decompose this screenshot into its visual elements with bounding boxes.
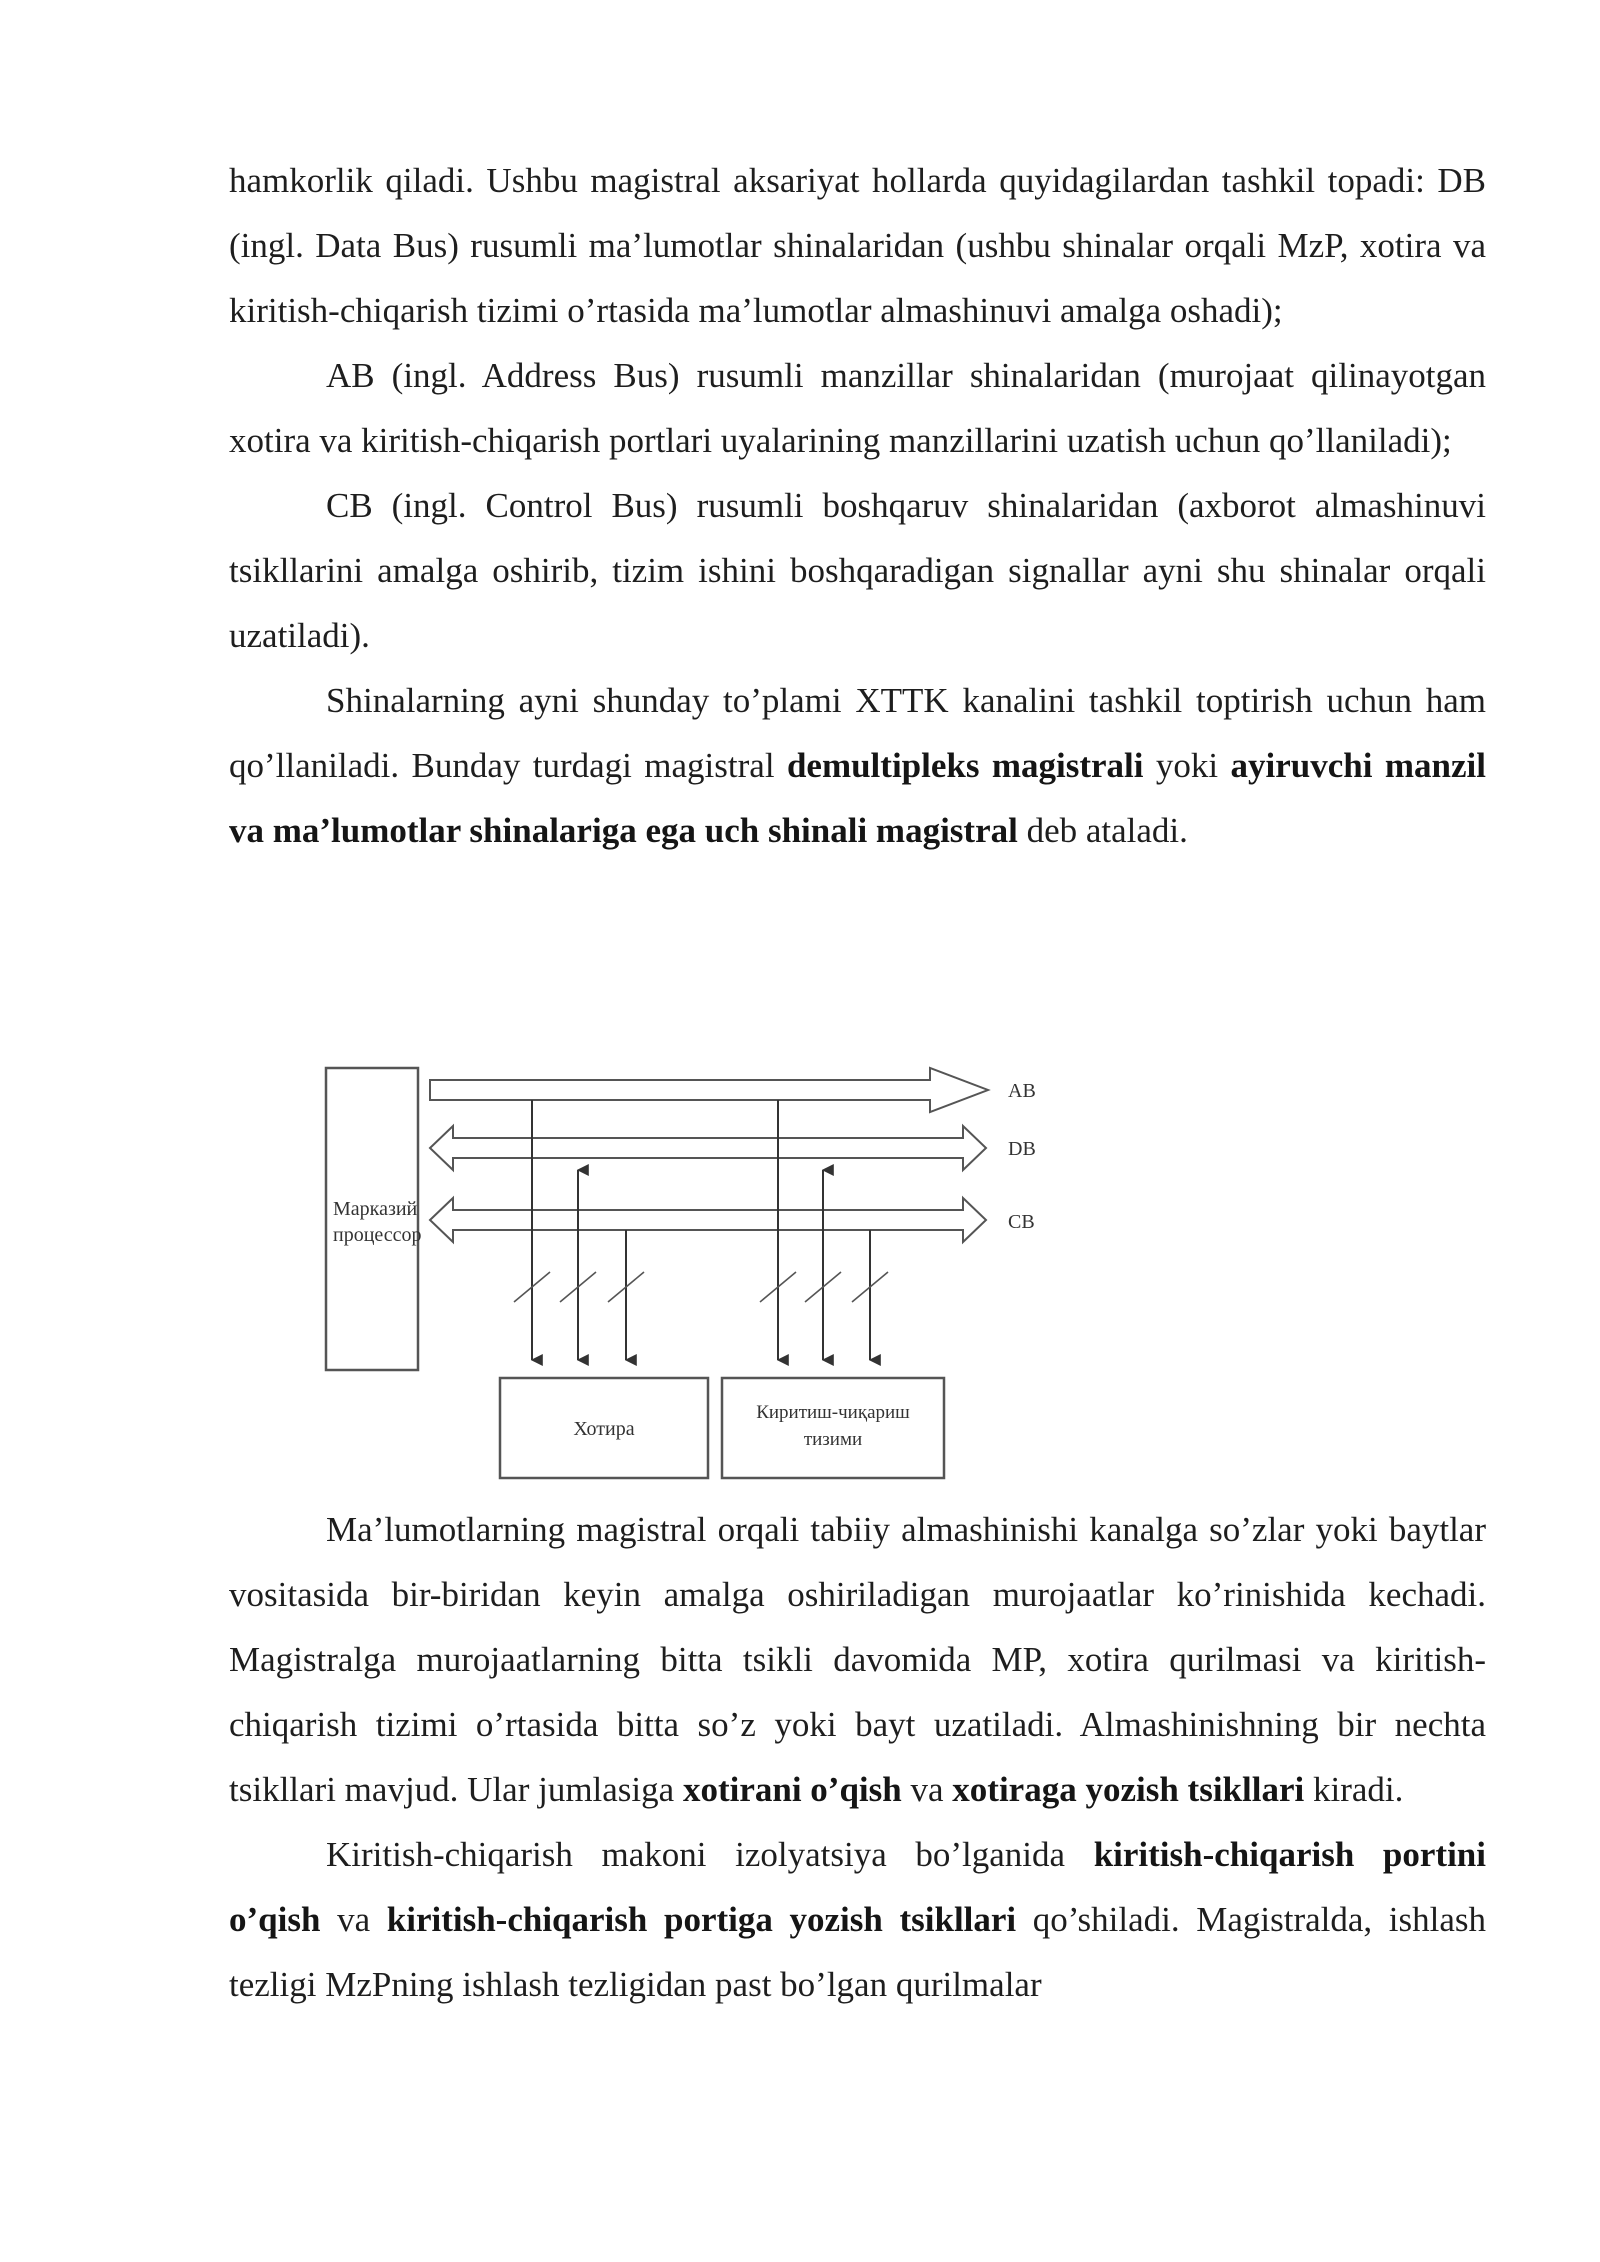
paragraph <box>229 668 1486 863</box>
text-segment: kiradi. <box>1304 1770 1404 1809</box>
cpu-label-line1: Марказий <box>333 1198 418 1220</box>
text-body-bottom <box>229 1497 1486 2017</box>
ab-bus-label: AB <box>1008 1080 1036 1102</box>
text-segment: qo’shiladi. Magistralda, ishlash tezligi MzPning ishlash tezligidan past bo’lgan qurilmalar <box>229 1900 1487 2004</box>
paragraph <box>229 343 1486 473</box>
db-bus-label: DB <box>1008 1138 1036 1160</box>
text-segment: Kiritish-chiqarish makoni izolyatsiya bo’lganida <box>326 1835 1094 1874</box>
paragraph <box>229 473 1486 668</box>
text-body-top <box>229 148 1486 863</box>
bold-text-segment: kiritish-chiqarish portini o’qish <box>229 1835 1486 1939</box>
paragraph <box>229 148 1486 343</box>
text-segment: yoki <box>1143 746 1231 785</box>
ab-bus-arrow <box>430 1068 988 1112</box>
io-block <box>722 1378 944 1478</box>
io-label-line2: тизими <box>803 1429 863 1450</box>
text-segment: Ma’lumotlarning magistral orqali tabiiy almashinishi kanalga so’zlar yoki baytlar vositasida bir-biridan keyin amalga oshiriladigan murojaatlar ko’rinishida kechadi. Magistralga murojaatlarning bitta tsikli davomida MP, xotira qurilmasi va kiritish-chiqarish tizimi o’rtasida bitta so’z yoki bayt uzatiladi. Almashinishning bir nechta tsikllari mavjud. Ular jumlasiga <box>229 1510 1486 1809</box>
bold-text-segment: demultipleks magistrali <box>786 746 1144 785</box>
memory-label: Хотира <box>573 1418 635 1440</box>
cpu-label-line2: процессор <box>333 1224 422 1246</box>
bold-text-segment: kiritish-chiqarish portiga yozish tsikllari <box>386 1900 1017 1939</box>
text-segment: va <box>901 1770 953 1809</box>
paragraph <box>229 1497 1486 1822</box>
text-segment: va <box>320 1900 387 1939</box>
paragraph <box>229 1822 1486 2017</box>
text-segment: deb ataladi. <box>1017 811 1188 850</box>
io-label-line1: Киритиш-чиқариш <box>756 1402 910 1423</box>
text-segment: hamkorlik qiladi. Ushbu magistral aksariyat hollarda quyidagilardan tashkil topadi: DB (ingl. Data Bus) rusumli ma’lumotlar shinalaridan (ushbu shinalar orqali MzP, xotira va kiritish-chiqarish tizimi o’rtasida ma’lumotlar almashinuvi amalga oshadi); <box>229 161 1486 330</box>
db-bus-arrow <box>430 1126 986 1170</box>
bold-text-segment: xotirani o’qish <box>682 1770 902 1809</box>
text-segment: AB (ingl. Address Bus) rusumli manzillar shinalaridan (murojaat qilinayotgan xotira va kiritish-chiqarish portlari uyalarining manzillarini uzatish uchun qo’llaniladi); <box>229 356 1486 460</box>
cb-bus-label: CB <box>1008 1211 1035 1233</box>
bold-text-segment: xotiraga yozish tsikllari <box>952 1770 1305 1809</box>
bus-diagram <box>318 1060 1068 1490</box>
text-segment: CB (ingl. Control Bus) rusumli boshqaruv shinalaridan (axborot almashinuvi tsikllarini amalga oshirib, tizim ishini boshqaradigan signallar ayni shu shinalar orqali uzatiladi). <box>229 486 1486 655</box>
bold-text-segment: ayiruvchi manzil va ma’lumotlar shinalariga ega uch shinali magistral <box>229 746 1486 850</box>
bus-diagram-svg <box>318 1060 1068 1490</box>
text-segment: Shinalarning ayni shunday to’plami XTTK kanalini tashkil toptirish uchun ham qo’llaniladi. Bunday turdagi magistral <box>229 681 1486 785</box>
cb-bus-arrow <box>430 1198 986 1242</box>
